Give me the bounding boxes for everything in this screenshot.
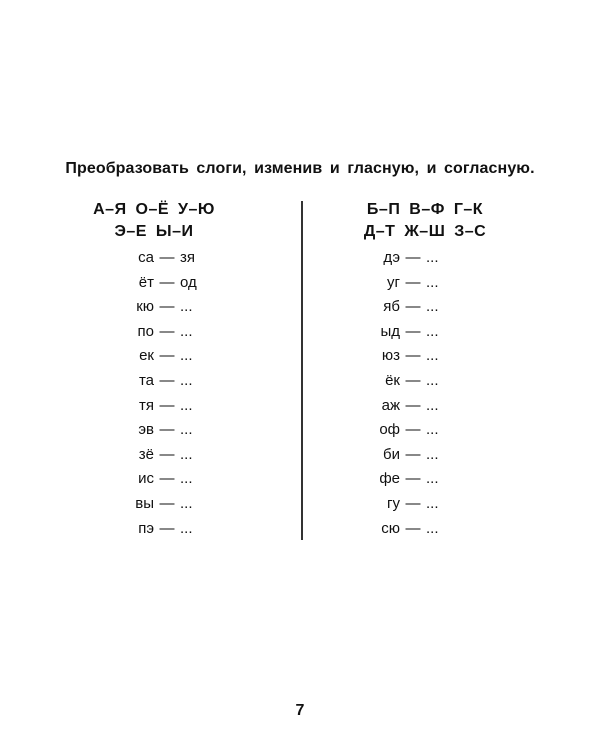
syllable: би — [383, 445, 400, 463]
right-syllable-row — [370, 271, 456, 296]
right-syllable-row — [370, 443, 456, 468]
left-syllable-row — [124, 467, 210, 492]
left-syllable-row — [124, 517, 210, 542]
right-syllable-row — [370, 344, 456, 369]
dash-separator: — — [159, 421, 175, 439]
left-syllable-row — [124, 344, 210, 369]
answer-blank: ... — [180, 396, 193, 414]
left-header-line-1: А–Я О–Ё У–Ю — [93, 201, 215, 218]
answer-blank: ... — [180, 298, 193, 316]
syllable: аж — [381, 396, 400, 414]
syllable: пэ — [138, 519, 154, 537]
syllable: юз — [381, 347, 400, 365]
right-syllable-row — [370, 418, 456, 443]
left-syllable-row — [124, 246, 210, 271]
answer-blank: ... — [180, 445, 193, 463]
left-syllable-row — [124, 418, 210, 443]
answer-blank: ... — [180, 421, 193, 439]
page-number: 7 — [295, 702, 305, 719]
column-divider — [301, 201, 303, 540]
left-syllable-row — [124, 320, 210, 345]
answer-blank: ... — [426, 470, 439, 488]
dash-separator: — — [159, 371, 175, 389]
answer-blank: ... — [426, 273, 439, 291]
dash-separator: — — [405, 273, 421, 291]
dash-separator: — — [159, 470, 175, 488]
left-header-line-2: Э–Е Ы–И — [114, 223, 194, 240]
dash-separator: — — [405, 494, 421, 512]
left-syllable-row — [124, 369, 210, 394]
syllable: вы — [135, 494, 154, 512]
syllable: гу — [387, 494, 400, 512]
right-syllable-row — [370, 492, 456, 517]
dash-separator: — — [159, 519, 175, 537]
answer-blank: ... — [180, 519, 193, 537]
right-syllable-row — [370, 467, 456, 492]
dash-separator: — — [159, 273, 175, 291]
dash-separator: — — [159, 298, 175, 316]
answer-blank: ... — [426, 322, 439, 340]
dash-separator: — — [405, 371, 421, 389]
syllable: по — [137, 322, 154, 340]
left-syllable-row — [124, 443, 210, 468]
dash-separator: — — [159, 445, 175, 463]
dash-separator: — — [159, 322, 175, 340]
right-syllable-row — [370, 246, 456, 271]
left-syllable-row — [124, 271, 210, 296]
dash-separator: — — [405, 322, 421, 340]
dash-separator: — — [405, 347, 421, 365]
syllable: яб — [383, 298, 400, 316]
dash-separator: — — [405, 249, 421, 266]
dash-separator: — — [405, 421, 421, 439]
dash-separator: — — [405, 298, 421, 316]
right-syllable-row — [370, 295, 456, 320]
dash-separator: — — [405, 470, 421, 488]
answer-blank: ... — [426, 249, 439, 266]
syllable: зё — [138, 445, 154, 463]
syllable: ёт — [138, 273, 154, 291]
right-header-line-1: Б–П В–Ф Г–К — [366, 201, 484, 218]
right-syllable-row — [370, 320, 456, 345]
dash-separator: — — [159, 347, 175, 365]
left-syllable-list — [124, 246, 210, 541]
right-syllable-list — [370, 246, 456, 541]
syllable: ек — [139, 347, 154, 365]
syllable: эв — [138, 421, 154, 439]
answer-blank: ... — [426, 421, 439, 439]
answer-blank: ... — [426, 347, 439, 365]
syllable: та — [138, 371, 154, 389]
answer-blank: ... — [180, 470, 193, 488]
answer-blank: од — [180, 273, 197, 291]
exercise-title: Преобразовать слоги, изменив и гласную, и согласную. — [65, 160, 535, 177]
syllable: ыд — [380, 322, 400, 340]
syllable: са — [138, 249, 154, 266]
right-syllable-row — [370, 517, 456, 542]
answer-blank: ... — [426, 445, 439, 463]
answer-blank: ... — [426, 371, 439, 389]
answer-blank: ... — [426, 298, 439, 316]
right-syllable-row — [370, 394, 456, 419]
answer-blank: ... — [426, 519, 439, 537]
left-syllable-row — [124, 295, 210, 320]
dash-separator: — — [159, 249, 175, 266]
answer-blank: ... — [180, 494, 193, 512]
dash-separator: — — [159, 494, 175, 512]
syllable: ёк — [385, 371, 400, 389]
left-syllable-row — [124, 394, 210, 419]
answer-blank: ... — [180, 322, 193, 340]
right-syllable-row — [370, 369, 456, 394]
answer-blank: ... — [426, 396, 439, 414]
syllable: тя — [139, 396, 154, 414]
left-column-header — [54, 199, 254, 243]
syllable: уг — [387, 273, 400, 291]
syllable: оф — [379, 421, 400, 439]
dash-separator: — — [159, 396, 175, 414]
left-syllable-row — [124, 492, 210, 517]
right-column-header — [325, 199, 525, 243]
syllable: фе — [379, 470, 400, 488]
dash-separator: — — [405, 445, 421, 463]
dash-separator: — — [405, 519, 421, 537]
answer-blank: ... — [426, 494, 439, 512]
syllable: кю — [136, 298, 154, 316]
answer-blank: ... — [180, 371, 193, 389]
syllable: сю — [381, 519, 400, 537]
answer-blank: ... — [180, 347, 193, 365]
right-header-line-2: Д–Т Ж–Ш З–С — [363, 223, 487, 240]
syllable: дэ — [383, 249, 400, 266]
dash-separator: — — [405, 396, 421, 414]
syllable: ис — [138, 470, 154, 488]
answer-blank: зя — [180, 249, 195, 266]
